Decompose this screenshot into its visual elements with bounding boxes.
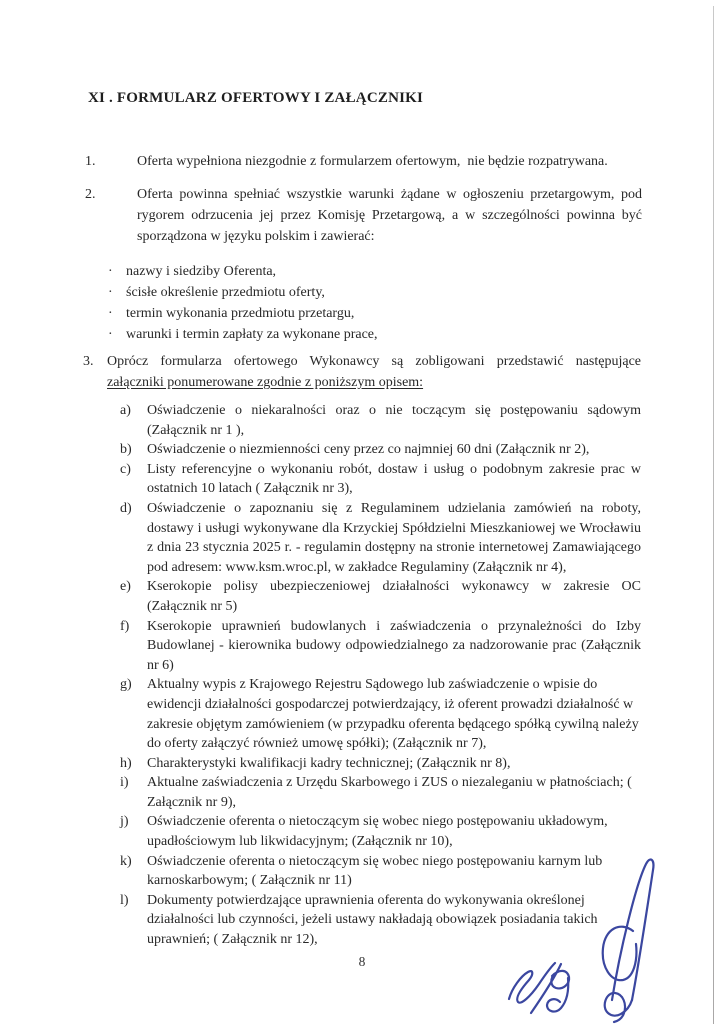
page-number: 8 xyxy=(358,954,366,969)
item-text: Listy referencyjne o wykonaniu robót, dostaw i usług o podobnym zakresie prac w ostatnich 10 latach ( Załącznik nr 3), xyxy=(147,461,641,497)
item-letter: k) xyxy=(120,853,132,869)
item-text: Charakterystyki kwalifikacji kadry technicznej; (Załącznik nr 8), xyxy=(147,755,511,771)
numbered-item-3 xyxy=(83,351,641,393)
item-text: Oświadczenie o niekaralności oraz o nie toczącym się postępowaniu sądowym (Załącznik nr 1 ), xyxy=(147,403,641,438)
item-text: Kserokopie polisy ubezpieczeniowej działalności wykonawcy w zakresie OC (Załącznik nr 5) xyxy=(147,579,641,614)
lettered-item-h xyxy=(120,754,641,774)
item-letter: a) xyxy=(120,403,131,418)
item-number: 3. xyxy=(83,354,94,369)
item3-line1: Oprócz formularza ofertowego Wykonawcy są zobligowani przedstawić następujące xyxy=(107,354,641,369)
lettered-item-k xyxy=(120,852,641,891)
item-letter: b) xyxy=(120,442,132,458)
bullet-text: termin wykonania przedmiotu przetargu, xyxy=(126,306,355,321)
item3-line2-underlined: załączniki ponumerowane zgodnie z poniższym opisem: xyxy=(107,375,424,390)
list-item xyxy=(108,261,378,282)
item-letter: d) xyxy=(120,500,132,516)
lettered-item-c xyxy=(120,460,641,499)
item-letter: f) xyxy=(120,618,130,634)
item-letter: h) xyxy=(120,755,132,771)
list-item xyxy=(108,282,378,303)
item-letter: g) xyxy=(120,677,132,693)
item-number: 1. xyxy=(85,154,96,169)
item-text: Oświadczenie oferenta o nietoczącym się wobec niego postępowaniu karnym lub karnoskarbowym; ( Załącznik nr 11) xyxy=(147,853,603,889)
item-text xyxy=(107,351,641,393)
bullet-marker: · xyxy=(108,306,113,321)
lettered-item-e xyxy=(120,577,641,616)
bullet-text: ścisłe określenie przedmiotu oferty, xyxy=(126,285,325,300)
lettered-item-j xyxy=(120,812,641,851)
item-text: Oferta wypełniona niezgodnie z formularzem ofertowym, nie będzie rozpatrywana. xyxy=(137,154,608,169)
item-text: Oferta powinna spełniać wszystkie warunki żądane w ogłoszeniu przetargowym, pod rygorem odrzucenia jej przez Komisję Przetargową, a w szczególności powinna być sporządzona w języku polskim i zawierać: xyxy=(137,187,642,244)
lettered-list xyxy=(120,401,641,950)
item-letter: c) xyxy=(120,461,131,477)
item-text: Dokumenty potwierdzające uprawnienia oferenta do wykonywania określonej działalności lub czynności, jeżeli ustawy nakładają obowiązek posiadania takich uprawnień; ( Załącznik nr 12), xyxy=(147,892,598,948)
item-letter: e) xyxy=(120,579,131,595)
item-letter: i) xyxy=(120,775,129,791)
lettered-item-i xyxy=(120,773,641,812)
item-number: 2. xyxy=(85,187,96,202)
lettered-item-l xyxy=(120,891,641,950)
lettered-item-g xyxy=(120,675,641,753)
page-title: XI . FORMULARZ OFERTOWY I ZAŁĄCZNIKI xyxy=(88,90,424,106)
scan-page-edge-line xyxy=(713,6,714,1024)
bullet-list xyxy=(108,261,378,345)
item-text: Oświadczenie oferenta o nietoczącym się wobec niego postępowaniu układowym, upadłościowym lub likwidacyjnym; (Załącznik nr 10), xyxy=(147,814,608,850)
lettered-item-d xyxy=(120,499,641,577)
lettered-item-f xyxy=(120,617,641,676)
item-letter: j) xyxy=(120,814,129,830)
list-item xyxy=(108,303,378,324)
bullet-marker: · xyxy=(108,285,113,300)
bullet-marker: · xyxy=(108,327,113,342)
item-text: Oświadczenie o zapoznaniu się z Regulaminem udzielania zamówień na roboty, dostawy i usługi wykonywane dla Krzyckiej Spółdzielni Mieszkaniowej we Wrocławiu z dnia 23 stycznia 2025 r. - regulamin dostępny na stronie internetowej Zamawiającego pod adresem: www.ksm.wroc.pl, w zakładce Regulaminy (Załącznik nr 4), xyxy=(147,500,641,575)
list-item xyxy=(108,324,378,345)
item-text: Kserokopie uprawnień budowlanych i zaświadczenia o przynależności do Izby Budowlanej - kierownika budowy odpowiedzialnego za nadzorowanie prac (Załącznik nr 6) xyxy=(147,618,641,673)
item-text: Aktualne zaświadczenia z Urzędu Skarbowego i ZUS o niezaleganiu w płatnościach; ( Załącznik nr 9), xyxy=(147,775,632,810)
lettered-item-b xyxy=(120,440,641,460)
bullet-text: warunki i termin zapłaty za wykonane prace, xyxy=(126,327,378,342)
numbered-item-1 xyxy=(85,151,642,172)
item-text: Aktualny wypis z Krajowego Rejestru Sądowego lub zaświadczenie o wpisie do ewidencji działalności gospodarczej potwierdzający, iż oferent prowadzi działalność w zakresie objętym zamówieniem (w przypadku oferenta będącego spółką cywilną należy do oferty załączyć również umowę spółki); (Załącznik nr 7), xyxy=(147,677,639,752)
lettered-item-a xyxy=(120,401,641,440)
bullet-text: nazwy i siedziby Oferenta, xyxy=(126,264,277,279)
signature-initials xyxy=(509,963,569,1013)
bullet-marker: · xyxy=(108,264,113,279)
numbered-item-2 xyxy=(85,184,642,247)
item-letter: l) xyxy=(120,892,129,908)
item-text: Oświadczenie o niezmienności ceny przez co najmniej 60 dni (Załącznik nr 2), xyxy=(147,442,590,458)
